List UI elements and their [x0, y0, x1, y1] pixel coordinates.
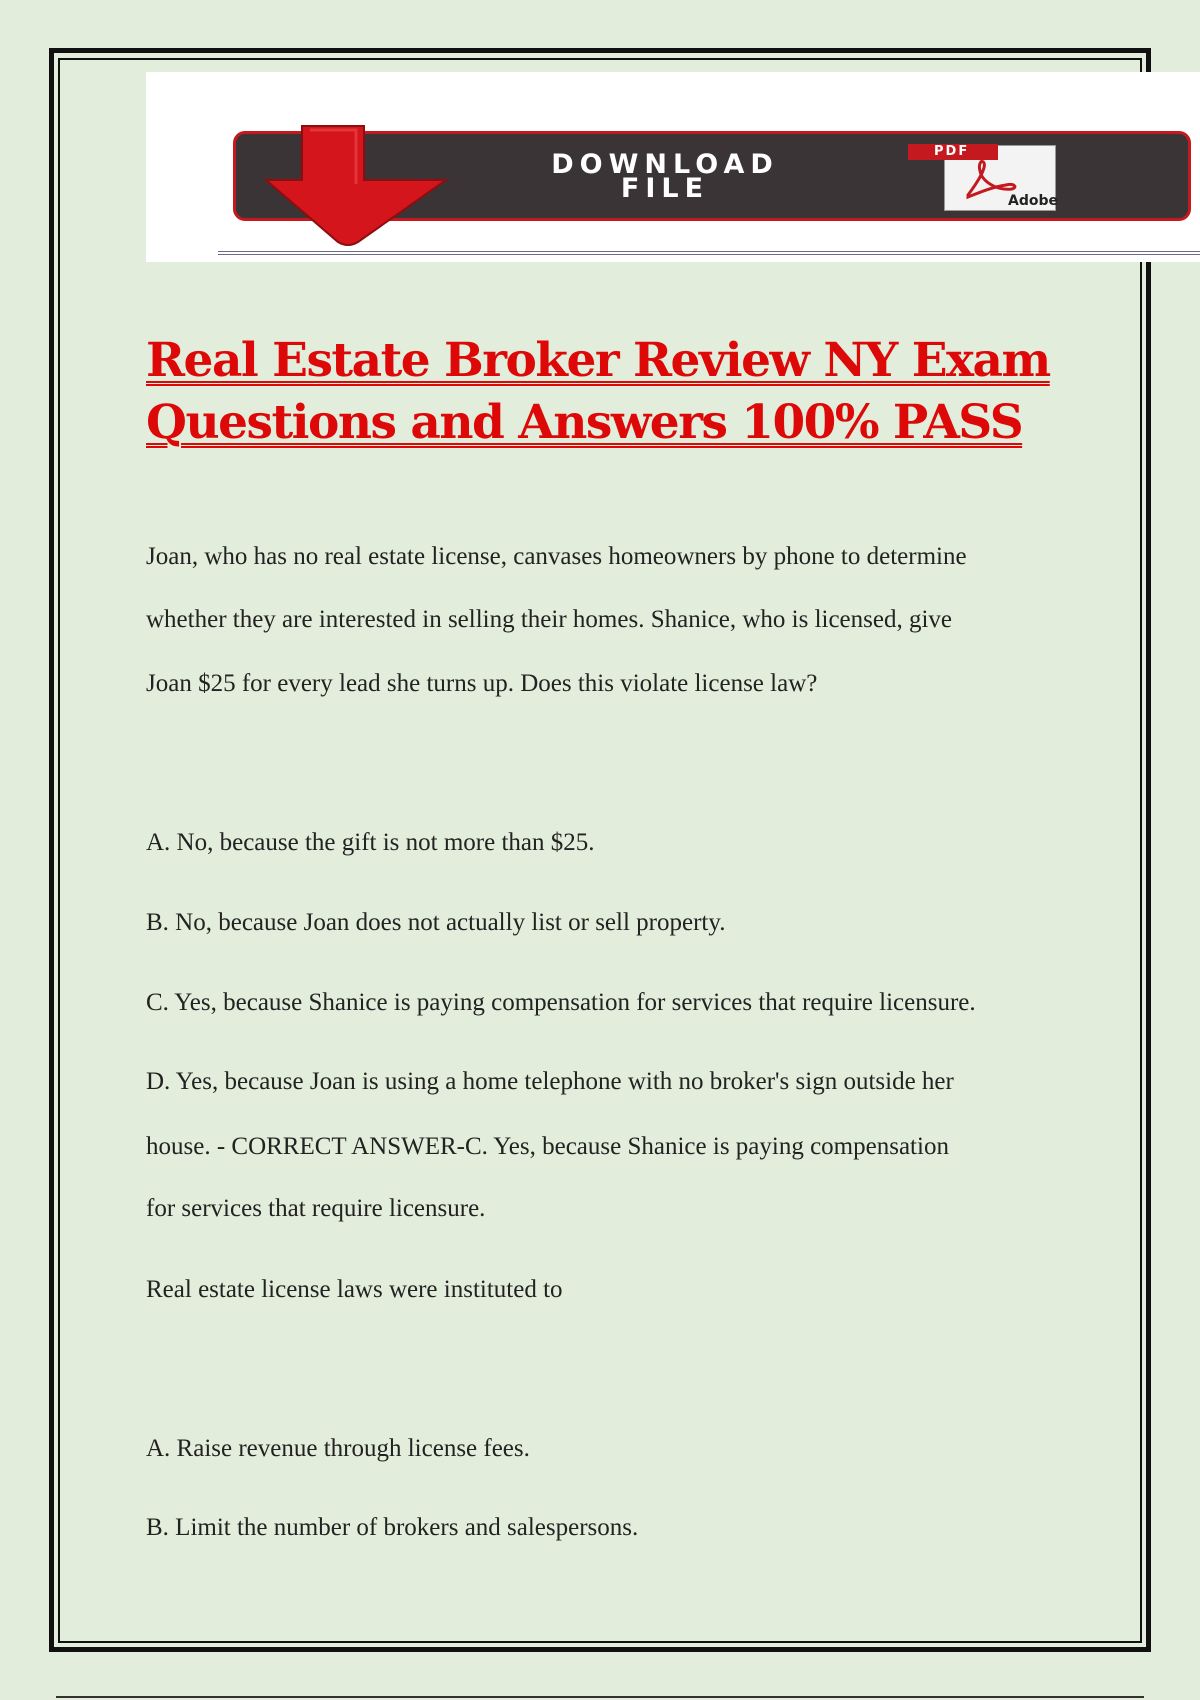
question-1-line-3: Joan $25 for every lead she turns up. Does this violate license law? [146, 670, 818, 697]
document-title [146, 330, 1076, 454]
download-label-line2: FILE [620, 173, 710, 204]
banner-underline [218, 251, 1200, 255]
question-1-option-d-line-1: D. Yes, because Joan is using a home telephone with no broker's sign outside her [146, 1068, 954, 1095]
download-file-label[interactable] [470, 149, 860, 204]
question-1-line-1: Joan, who has no real estate license, canvases homeowners by phone to determine [146, 543, 967, 570]
bottom-rule [56, 1696, 1144, 1698]
question-1-option-b: B. No, because Joan does not actually list or sell property. [146, 909, 726, 936]
pdf-file-icon[interactable] [900, 143, 1096, 213]
question-1-answer-line-2: house. - CORRECT ANSWER-C. Yes, because Shanice is paying compensation [146, 1133, 949, 1160]
question-1-option-a: A. No, because the gift is not more than $25. [146, 829, 595, 856]
question-2-option-b: B. Limit the number of brokers and salespersons. [146, 1514, 639, 1541]
question-1-answer-line-3: for services that require licensure. [146, 1195, 486, 1222]
question-2-option-a: A. Raise revenue through license fees. [146, 1435, 530, 1462]
adobe-label: Adobe [1008, 193, 1058, 209]
question-1-line-2: whether they are interested in selling their homes. Shanice, who is licensed, give [146, 606, 953, 633]
download-label-line1: DOWNLOAD [551, 149, 779, 180]
title-line-2: Questions and Answers 100% PASS [146, 395, 1023, 450]
title-line-1: Real Estate Broker Review NY Exam [146, 333, 1050, 388]
question-1-option-c: C. Yes, because Shanice is paying compensation for services that require licensure. [146, 989, 976, 1016]
download-arrow-icon[interactable] [258, 122, 458, 247]
pdf-tag: PDF [908, 144, 998, 160]
question-2-text: Real estate license laws were instituted to [146, 1276, 563, 1303]
